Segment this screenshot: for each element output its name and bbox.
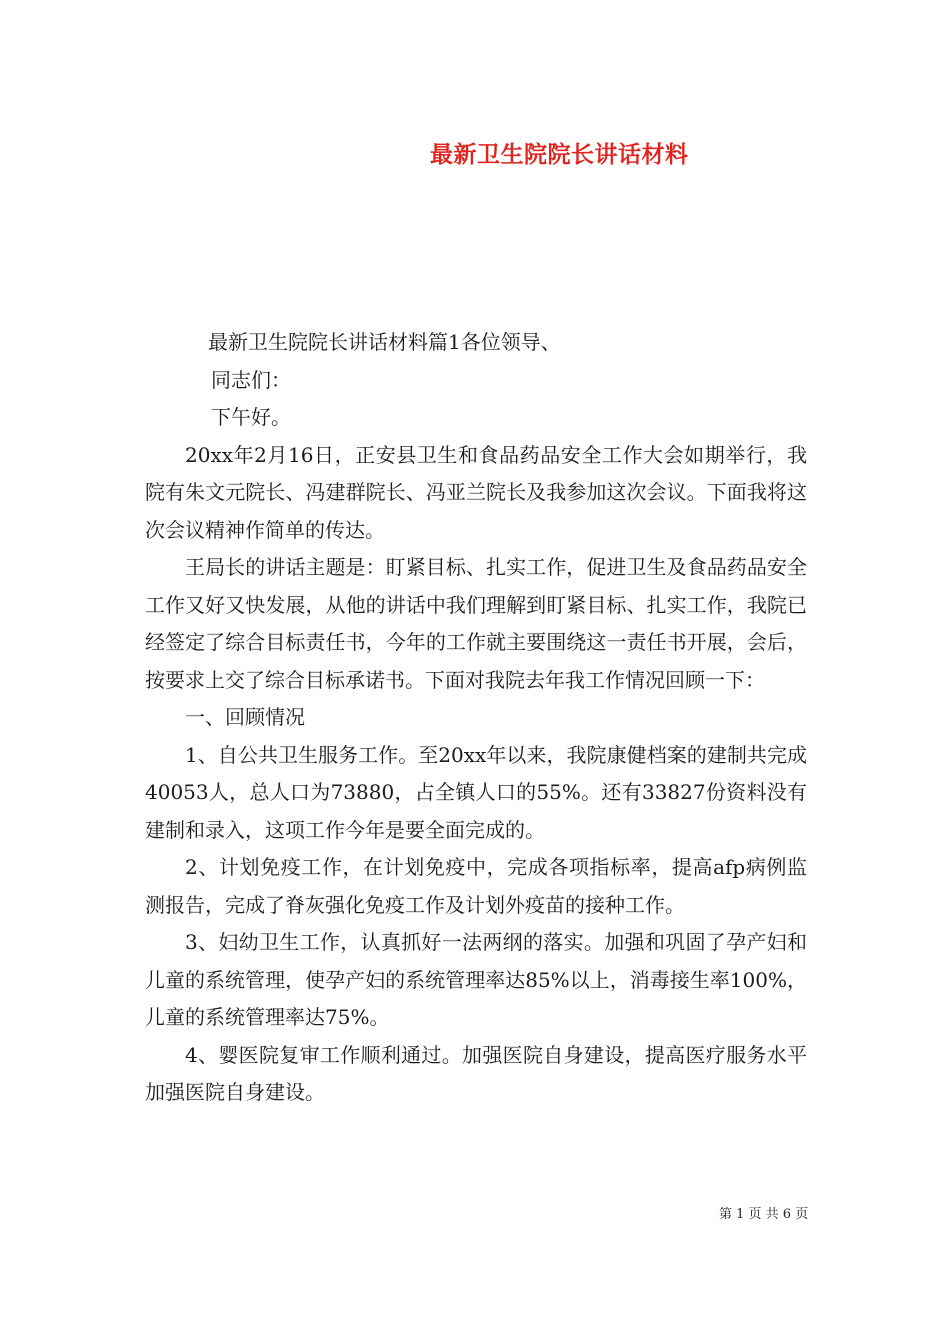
paragraph-immunization: 2、计划免疫工作，在计划免疫中，完成各项指标率，提高afp病例监测报告，完成了脊灰强化免疫工作及计划外疫苗的接种工作。 — [145, 855, 807, 917]
paragraph-speech-theme: 王局长的讲话主题是：盯紧目标、扎实工作，促进卫生及食品药品安全工作又好又快发展，从他的讲话中我们理解到盯紧目标、扎实工作，我院已经签定了综合目标责任书，今年的工作就主要围绕这一责任书开展，会后，按要求上交了综合目标承诺书。下面对我院去年我工作情况回顾一下： — [145, 555, 807, 692]
paragraph-maternal-child: 3、妇幼卫生工作，认真抓好一法两纲的落实。加强和巩固了孕产妇和儿童的系统管理，使孕产妇的系统管理率达85%以上，消毒接生率100%，儿童的系统管理率达75%。 — [145, 930, 807, 1029]
document-title: 最新卫生院院长讲话材料 — [430, 141, 689, 168]
paragraph-salutation: 同志们： — [211, 367, 291, 392]
paragraph-greeting: 下午好。 — [211, 405, 291, 429]
paragraph-public-health: 1、自公共卫生服务工作。至20xx年以来，我院康健档案的建制共完成40053人，总人口为73880，占全镇人口的55%。还有33827份资料没有建制和录入，这项工作今年是要全面完成的。 — [145, 742, 807, 842]
paragraph-hospital-review: 4、婴医院复审工作顺利通过。加强医院自身建设，提高医疗服务水平加强医院自身建设。 — [145, 1042, 807, 1104]
paragraph-intro: 最新卫生院院长讲话材料篇1各位领导、 — [208, 330, 561, 354]
page-number-footer: 第 1 页 共 6 页 — [719, 1207, 809, 1222]
section-heading-review: 一、回顾情况 — [185, 705, 305, 729]
document-body — [145, 324, 807, 1112]
paragraph-meeting-info: 20xx年2月16日，正安县卫生和食品药品安全工作大会如期举行，我院有朱文元院长、冯建群院长、冯亚兰院长及我参加这次会议。下面我将这次会议精神作简单的传达。 — [145, 442, 807, 542]
